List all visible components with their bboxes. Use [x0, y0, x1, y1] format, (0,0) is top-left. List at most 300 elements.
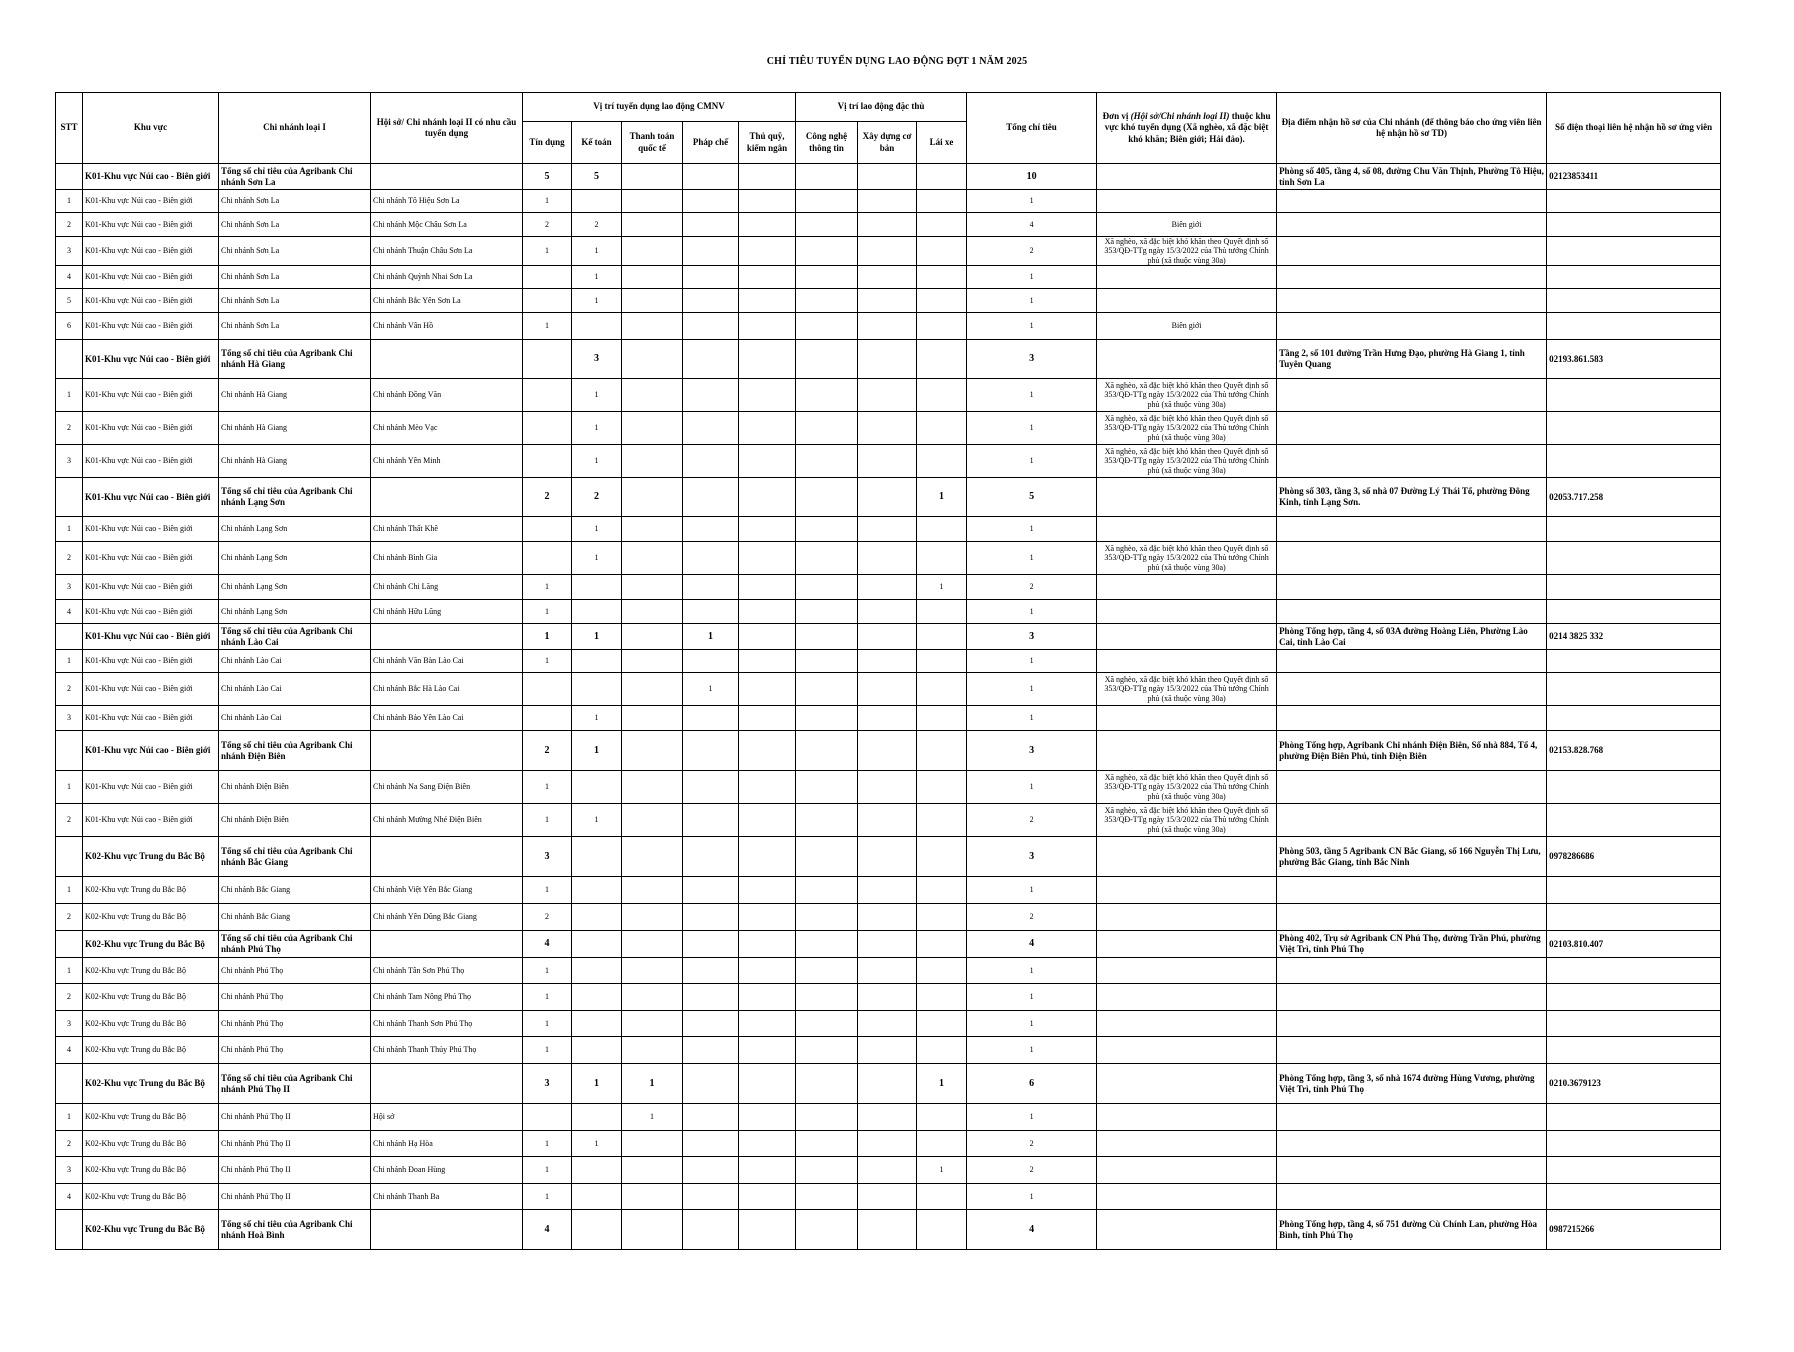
- cell-dia-diem: [1277, 1037, 1547, 1064]
- cell-thu-quy: [739, 445, 796, 478]
- cell-so-dien-thoai: [1547, 1157, 1721, 1184]
- cell-thu-quy: [739, 575, 796, 600]
- cell-dia-diem: [1277, 1184, 1547, 1210]
- cell-so-dien-thoai: [1547, 706, 1721, 731]
- cell-stt: [56, 340, 83, 379]
- cell-thu-quy: [739, 213, 796, 237]
- cell-lai-xe: [917, 164, 967, 190]
- cell-tong-chi-tieu: 2: [967, 237, 1097, 266]
- cell-so-dien-thoai: [1547, 1184, 1721, 1210]
- cell-hoi-so: [371, 624, 523, 650]
- cell-so-dien-thoai: [1547, 1131, 1721, 1157]
- header-group-cmnv: Vị trí tuyển dụng lao động CMNV: [523, 93, 796, 122]
- cell-tong-chi-tieu: 1: [967, 190, 1097, 213]
- cell-tin-dung: 1: [523, 877, 572, 904]
- cell-so-dien-thoai: 0210.3679123: [1547, 1064, 1721, 1104]
- cell-lai-xe: [917, 1037, 967, 1064]
- cell-phap-che: [683, 445, 739, 478]
- cell-thu-quy: [739, 1184, 796, 1210]
- cell-dia-diem: [1277, 650, 1547, 673]
- cell-khu-vuc: K02-Khu vực Trung du Bắc Bộ: [83, 1131, 219, 1157]
- cell-dia-diem: Phòng 503, tầng 5 Agribank CN Bắc Giang, số 166 Nguyễn Thị Lưu, phường Bắc Giang, tỉnh Bắc Ninh: [1277, 837, 1547, 877]
- cell-chi-nhanh-loai-1: Chi nhánh Bắc Giang: [219, 904, 371, 931]
- cell-lai-xe: [917, 412, 967, 445]
- cell-cong-nghe-thong-tin: [796, 931, 858, 958]
- header-tong-chi-tieu: Tổng chỉ tiêu: [967, 93, 1097, 164]
- cell-tong-chi-tieu: 1: [967, 706, 1097, 731]
- cell-tong-chi-tieu: 2: [967, 1131, 1097, 1157]
- cell-cong-nghe-thong-tin: [796, 984, 858, 1011]
- cell-thu-quy: [739, 379, 796, 412]
- cell-stt: [56, 731, 83, 771]
- cell-thanh-toan-quoc-te: [622, 984, 683, 1011]
- cell-so-dien-thoai: [1547, 237, 1721, 266]
- cell-lai-xe: [917, 213, 967, 237]
- cell-tin-dung: 2: [523, 213, 572, 237]
- cell-cong-nghe-thong-tin: [796, 313, 858, 340]
- cell-stt: 2: [56, 904, 83, 931]
- cell-thanh-toan-quoc-te: [622, 650, 683, 673]
- cell-dia-diem: Phòng số 405, tầng 4, số 08, đường Chu Văn Thịnh, Phường Tô Hiệu, tỉnh Sơn La: [1277, 164, 1547, 190]
- cell-phap-che: [683, 1104, 739, 1131]
- cell-xay-dung-co-ban: [858, 837, 917, 877]
- cell-chi-nhanh-loai-1: Chi nhánh Lạng Sơn: [219, 575, 371, 600]
- cell-khu-vuc: K02-Khu vực Trung du Bắc Bộ: [83, 1104, 219, 1131]
- table-row: [56, 412, 1721, 445]
- cell-khu-vuc: K01-Khu vực Núi cao - Biên giới: [83, 237, 219, 266]
- cell-tin-dung: [523, 517, 572, 542]
- cell-cong-nghe-thong-tin: [796, 706, 858, 731]
- cell-cong-nghe-thong-tin: [796, 958, 858, 984]
- cell-stt: [56, 931, 83, 958]
- table-row: [56, 650, 1721, 673]
- cell-khu-vuc: K01-Khu vực Núi cao - Biên giới: [83, 673, 219, 706]
- cell-thanh-toan-quoc-te: 1: [622, 1064, 683, 1104]
- cell-thanh-toan-quoc-te: [622, 771, 683, 804]
- cell-khu-vuc: K01-Khu vực Núi cao - Biên giới: [83, 542, 219, 575]
- cell-dia-diem: [1277, 379, 1547, 412]
- cell-tin-dung: 4: [523, 1210, 572, 1250]
- cell-khu-vuc: K01-Khu vực Núi cao - Biên giới: [83, 213, 219, 237]
- cell-chi-nhanh-loai-1: Tổng số chỉ tiêu của Agribank Chi nhánh Điện Biên: [219, 731, 371, 771]
- cell-xay-dung-co-ban: [858, 517, 917, 542]
- cell-lai-xe: [917, 837, 967, 877]
- cell-so-dien-thoai: [1547, 213, 1721, 237]
- cell-thanh-toan-quoc-te: [622, 958, 683, 984]
- cell-thu-quy: [739, 237, 796, 266]
- cell-tong-chi-tieu: 1: [967, 289, 1097, 313]
- cell-phap-che: [683, 237, 739, 266]
- cell-ke-toan: [572, 837, 622, 877]
- cell-cong-nghe-thong-tin: [796, 379, 858, 412]
- cell-lai-xe: [917, 237, 967, 266]
- cell-tong-chi-tieu: 1: [967, 445, 1097, 478]
- cell-thanh-toan-quoc-te: [622, 478, 683, 517]
- cell-cong-nghe-thong-tin: [796, 1157, 858, 1184]
- cell-cong-nghe-thong-tin: [796, 904, 858, 931]
- cell-tin-dung: 5: [523, 164, 572, 190]
- cell-cong-nghe-thong-tin: [796, 1011, 858, 1037]
- cell-cong-nghe-thong-tin: [796, 1131, 858, 1157]
- cell-xay-dung-co-ban: [858, 731, 917, 771]
- cell-tin-dung: 1: [523, 624, 572, 650]
- cell-hoi-so: Chi nhánh Mường Nhé Điện Biên: [371, 804, 523, 837]
- cell-dia-diem: [1277, 190, 1547, 213]
- cell-chi-nhanh-loai-1: Chi nhánh Phú Thọ: [219, 958, 371, 984]
- cell-thu-quy: [739, 731, 796, 771]
- table-row: [56, 542, 1721, 575]
- cell-thanh-toan-quoc-te: [622, 517, 683, 542]
- cell-hoi-so: Chi nhánh Việt Yên Bắc Giang: [371, 877, 523, 904]
- cell-hoi-so: Chi nhánh Mộc Châu Sơn La: [371, 213, 523, 237]
- cell-tong-chi-tieu: 6: [967, 1064, 1097, 1104]
- cell-tong-chi-tieu: 3: [967, 731, 1097, 771]
- branch-summary-row: [56, 1064, 1721, 1104]
- cell-stt: 1: [56, 958, 83, 984]
- cell-thanh-toan-quoc-te: [622, 1037, 683, 1064]
- cell-chi-nhanh-loai-1: Chi nhánh Hà Giang: [219, 379, 371, 412]
- header-ke-toan: Kế toán: [572, 122, 622, 164]
- cell-tin-dung: [523, 706, 572, 731]
- header-thanh-toan-quoc-te: Thanh toán quốc tế: [622, 122, 683, 164]
- cell-hoi-so: Hội sở: [371, 1104, 523, 1131]
- cell-tong-chi-tieu: 1: [967, 1037, 1097, 1064]
- cell-xay-dung-co-ban: [858, 931, 917, 958]
- cell-lai-xe: [917, 445, 967, 478]
- cell-chi-nhanh-loai-1: Chi nhánh Bắc Giang: [219, 877, 371, 904]
- cell-don-vi-kho-tuyen: [1097, 600, 1277, 624]
- cell-cong-nghe-thong-tin: [796, 771, 858, 804]
- cell-thu-quy: [739, 289, 796, 313]
- cell-cong-nghe-thong-tin: [796, 1184, 858, 1210]
- cell-phap-che: [683, 213, 739, 237]
- header-phap-che: Pháp chế: [683, 122, 739, 164]
- cell-dia-diem: [1277, 1011, 1547, 1037]
- table-row: [56, 673, 1721, 706]
- cell-xay-dung-co-ban: [858, 478, 917, 517]
- cell-stt: 2: [56, 542, 83, 575]
- cell-phap-che: [683, 771, 739, 804]
- cell-thu-quy: [739, 1064, 796, 1104]
- cell-tin-dung: [523, 379, 572, 412]
- cell-xay-dung-co-ban: [858, 650, 917, 673]
- cell-tong-chi-tieu: 1: [967, 673, 1097, 706]
- cell-chi-nhanh-loai-1: Chi nhánh Lạng Sơn: [219, 517, 371, 542]
- cell-don-vi-kho-tuyen: [1097, 1011, 1277, 1037]
- cell-phap-che: [683, 575, 739, 600]
- cell-phap-che: [683, 340, 739, 379]
- cell-hoi-so: [371, 837, 523, 877]
- cell-hoi-so: Chi nhánh Đoan Hùng: [371, 1157, 523, 1184]
- cell-phap-che: [683, 837, 739, 877]
- cell-thu-quy: [739, 771, 796, 804]
- cell-lai-xe: [917, 340, 967, 379]
- cell-chi-nhanh-loai-1: Chi nhánh Phú Thọ: [219, 1037, 371, 1064]
- table-row: [56, 445, 1721, 478]
- cell-so-dien-thoai: [1547, 266, 1721, 289]
- cell-so-dien-thoai: 0987215266: [1547, 1210, 1721, 1250]
- cell-xay-dung-co-ban: [858, 1131, 917, 1157]
- cell-so-dien-thoai: [1547, 542, 1721, 575]
- header-don-vi-kho-tuyen: [1097, 93, 1277, 164]
- cell-cong-nghe-thong-tin: [796, 673, 858, 706]
- cell-thu-quy: [739, 650, 796, 673]
- table-row: [56, 904, 1721, 931]
- cell-thu-quy: [739, 600, 796, 624]
- cell-lai-xe: [917, 379, 967, 412]
- cell-don-vi-kho-tuyen: Xã nghèo, xã đặc biệt khó khăn theo Quyết định số 353/QĐ-TTg ngày 15/3/2022 của Thủ tướng Chính phủ (xã thuộc vùng 30a): [1097, 237, 1277, 266]
- cell-chi-nhanh-loai-1: Chi nhánh Phú Thọ: [219, 1011, 371, 1037]
- cell-cong-nghe-thong-tin: [796, 731, 858, 771]
- cell-cong-nghe-thong-tin: [796, 164, 858, 190]
- cell-phap-che: [683, 1184, 739, 1210]
- cell-lai-xe: 1: [917, 1064, 967, 1104]
- cell-so-dien-thoai: 02153.828.768: [1547, 731, 1721, 771]
- cell-tong-chi-tieu: 3: [967, 624, 1097, 650]
- cell-so-dien-thoai: [1547, 984, 1721, 1011]
- cell-dia-diem: [1277, 904, 1547, 931]
- cell-thanh-toan-quoc-te: [622, 877, 683, 904]
- cell-phap-che: [683, 379, 739, 412]
- cell-phap-che: [683, 517, 739, 542]
- cell-don-vi-kho-tuyen: [1097, 984, 1277, 1011]
- cell-don-vi-kho-tuyen: Xã nghèo, xã đặc biệt khó khăn theo Quyết định số 353/QĐ-TTg ngày 15/3/2022 của Thủ tướng Chính phủ (xã thuộc vùng 30a): [1097, 771, 1277, 804]
- cell-dia-diem: Phòng Tổng hợp, Agribank Chi nhánh Điện Biên, Số nhà 884, Tổ 4, phường Điện Biên Phủ, tỉnh Điện Biên: [1277, 731, 1547, 771]
- cell-don-vi-kho-tuyen: [1097, 478, 1277, 517]
- cell-hoi-so: [371, 1064, 523, 1104]
- cell-don-vi-kho-tuyen: Xã nghèo, xã đặc biệt khó khăn theo Quyết định số 353/QĐ-TTg ngày 15/3/2022 của Thủ tướng Chính phủ (xã thuộc vùng 30a): [1097, 542, 1277, 575]
- cell-thu-quy: [739, 542, 796, 575]
- cell-tong-chi-tieu: 3: [967, 340, 1097, 379]
- cell-dia-diem: [1277, 289, 1547, 313]
- cell-chi-nhanh-loai-1: Chi nhánh Sơn La: [219, 237, 371, 266]
- cell-dia-diem: [1277, 237, 1547, 266]
- cell-cong-nghe-thong-tin: [796, 575, 858, 600]
- table-body: [56, 164, 1721, 1250]
- cell-cong-nghe-thong-tin: [796, 1210, 858, 1250]
- cell-dia-diem: Phòng Tổng hợp, tầng 4, số 751 đường Cù Chính Lan, phường Hòa Bình, tỉnh Phú Thọ: [1277, 1210, 1547, 1250]
- cell-stt: 5: [56, 289, 83, 313]
- header-don-vi-part-c: thuộc khu vực khó tuyển dụng (Xã nghèo, xã đặc biệt khó khăn; Biên giới; Hải đảo).: [1104, 111, 1271, 144]
- table-row: [56, 190, 1721, 213]
- cell-khu-vuc: K01-Khu vực Núi cao - Biên giới: [83, 575, 219, 600]
- cell-khu-vuc: K01-Khu vực Núi cao - Biên giới: [83, 771, 219, 804]
- cell-hoi-so: Chi nhánh Đồng Văn: [371, 379, 523, 412]
- cell-xay-dung-co-ban: [858, 289, 917, 313]
- cell-cong-nghe-thong-tin: [796, 624, 858, 650]
- cell-thanh-toan-quoc-te: [622, 412, 683, 445]
- table-row: [56, 575, 1721, 600]
- cell-khu-vuc: K02-Khu vực Trung du Bắc Bộ: [83, 877, 219, 904]
- cell-cong-nghe-thong-tin: [796, 837, 858, 877]
- cell-cong-nghe-thong-tin: [796, 877, 858, 904]
- header-hoi-so: Hội sở/ Chi nhánh loại II có nhu cầu tuyển dụng: [371, 93, 523, 164]
- cell-tin-dung: 1: [523, 1011, 572, 1037]
- cell-cong-nghe-thong-tin: [796, 804, 858, 837]
- cell-lai-xe: [917, 517, 967, 542]
- cell-hoi-so: [371, 931, 523, 958]
- cell-thanh-toan-quoc-te: [622, 837, 683, 877]
- cell-don-vi-kho-tuyen: [1097, 164, 1277, 190]
- cell-tong-chi-tieu: 4: [967, 1210, 1097, 1250]
- cell-phap-che: [683, 1131, 739, 1157]
- cell-ke-toan: [572, 1037, 622, 1064]
- cell-don-vi-kho-tuyen: [1097, 517, 1277, 542]
- cell-phap-che: [683, 958, 739, 984]
- cell-stt: [56, 624, 83, 650]
- cell-hoi-so: Chi nhánh Thanh Thủy Phú Thọ: [371, 1037, 523, 1064]
- cell-hoi-so: Chi nhánh Tân Sơn Phú Thọ: [371, 958, 523, 984]
- cell-lai-xe: [917, 731, 967, 771]
- cell-lai-xe: [917, 706, 967, 731]
- cell-so-dien-thoai: [1547, 600, 1721, 624]
- cell-thu-quy: [739, 837, 796, 877]
- branch-summary-row: [56, 164, 1721, 190]
- cell-khu-vuc: K02-Khu vực Trung du Bắc Bộ: [83, 984, 219, 1011]
- cell-tong-chi-tieu: 1: [967, 313, 1097, 340]
- cell-ke-toan: [572, 877, 622, 904]
- cell-phap-che: [683, 1037, 739, 1064]
- cell-thu-quy: [739, 984, 796, 1011]
- cell-khu-vuc: K02-Khu vực Trung du Bắc Bộ: [83, 1011, 219, 1037]
- cell-tong-chi-tieu: 1: [967, 517, 1097, 542]
- cell-chi-nhanh-loai-1: Tổng số chỉ tiêu của Agribank Chi nhánh Phú Thọ II: [219, 1064, 371, 1104]
- cell-stt: 3: [56, 1157, 83, 1184]
- cell-cong-nghe-thong-tin: [796, 1104, 858, 1131]
- cell-don-vi-kho-tuyen: Xã nghèo, xã đặc biệt khó khăn theo Quyết định số 353/QĐ-TTg ngày 15/3/2022 của Thủ tướng Chính phủ (xã thuộc vùng 30a): [1097, 445, 1277, 478]
- cell-tin-dung: 1: [523, 984, 572, 1011]
- cell-stt: 1: [56, 379, 83, 412]
- cell-dia-diem: [1277, 600, 1547, 624]
- table-row: [56, 706, 1721, 731]
- cell-tong-chi-tieu: 2: [967, 575, 1097, 600]
- cell-don-vi-kho-tuyen: [1097, 1184, 1277, 1210]
- cell-xay-dung-co-ban: [858, 213, 917, 237]
- cell-don-vi-kho-tuyen: Xã nghèo, xã đặc biệt khó khăn theo Quyết định số 353/QĐ-TTg ngày 15/3/2022 của Thủ tướng Chính phủ (xã thuộc vùng 30a): [1097, 804, 1277, 837]
- cell-tong-chi-tieu: 2: [967, 804, 1097, 837]
- cell-khu-vuc: K01-Khu vực Núi cao - Biên giới: [83, 313, 219, 340]
- cell-xay-dung-co-ban: [858, 190, 917, 213]
- cell-phap-che: [683, 1011, 739, 1037]
- cell-dia-diem: [1277, 575, 1547, 600]
- cell-khu-vuc: K02-Khu vực Trung du Bắc Bộ: [83, 1157, 219, 1184]
- header-thu-quy: Thủ quỹ, kiểm ngân: [739, 122, 796, 164]
- cell-khu-vuc: K02-Khu vực Trung du Bắc Bộ: [83, 904, 219, 931]
- header-don-vi-part-a: Đơn vị: [1102, 111, 1131, 122]
- cell-cong-nghe-thong-tin: [796, 190, 858, 213]
- cell-thu-quy: [739, 1104, 796, 1131]
- cell-dia-diem: [1277, 213, 1547, 237]
- cell-khu-vuc: K01-Khu vực Núi cao - Biên giới: [83, 412, 219, 445]
- cell-phap-che: [683, 650, 739, 673]
- cell-khu-vuc: K01-Khu vực Núi cao - Biên giới: [83, 804, 219, 837]
- cell-thu-quy: [739, 804, 796, 837]
- cell-khu-vuc: K01-Khu vực Núi cao - Biên giới: [83, 340, 219, 379]
- cell-stt: 3: [56, 1011, 83, 1037]
- cell-don-vi-kho-tuyen: [1097, 650, 1277, 673]
- cell-xay-dung-co-ban: [858, 600, 917, 624]
- cell-ke-toan: [572, 650, 622, 673]
- table-row: [56, 984, 1721, 1011]
- cell-khu-vuc: K01-Khu vực Núi cao - Biên giới: [83, 445, 219, 478]
- cell-ke-toan: 1: [572, 1064, 622, 1104]
- cell-don-vi-kho-tuyen: Biên giới: [1097, 313, 1277, 340]
- cell-chi-nhanh-loai-1: Chi nhánh Phú Thọ II: [219, 1104, 371, 1131]
- cell-so-dien-thoai: [1547, 379, 1721, 412]
- cell-hoi-so: Chi nhánh Thất Khê: [371, 517, 523, 542]
- cell-don-vi-kho-tuyen: Xã nghèo, xã đặc biệt khó khăn theo Quyết định số 353/QĐ-TTg ngày 15/3/2022 của Thủ tướng Chính phủ (xã thuộc vùng 30a): [1097, 412, 1277, 445]
- cell-so-dien-thoai: [1547, 673, 1721, 706]
- cell-cong-nghe-thong-tin: [796, 1037, 858, 1064]
- cell-thanh-toan-quoc-te: [622, 379, 683, 412]
- cell-so-dien-thoai: [1547, 1037, 1721, 1064]
- cell-xay-dung-co-ban: [858, 1184, 917, 1210]
- cell-phap-che: [683, 412, 739, 445]
- cell-ke-toan: [572, 600, 622, 624]
- cell-lai-xe: [917, 958, 967, 984]
- cell-phap-che: [683, 600, 739, 624]
- cell-hoi-so: Chi nhánh Văn Bàn Lào Cai: [371, 650, 523, 673]
- cell-stt: 2: [56, 412, 83, 445]
- cell-phap-che: [683, 877, 739, 904]
- cell-thu-quy: [739, 1131, 796, 1157]
- cell-tin-dung: 1: [523, 237, 572, 266]
- cell-tin-dung: 1: [523, 1157, 572, 1184]
- cell-ke-toan: 1: [572, 289, 622, 313]
- cell-ke-toan: 1: [572, 266, 622, 289]
- cell-hoi-so: Chi nhánh Thanh Ba: [371, 1184, 523, 1210]
- table-row: [56, 1184, 1721, 1210]
- branch-summary-row: [56, 340, 1721, 379]
- cell-dia-diem: [1277, 517, 1547, 542]
- cell-lai-xe: [917, 931, 967, 958]
- cell-ke-toan: [572, 904, 622, 931]
- cell-ke-toan: 1: [572, 517, 622, 542]
- cell-khu-vuc: K01-Khu vực Núi cao - Biên giới: [83, 289, 219, 313]
- cell-ke-toan: [572, 958, 622, 984]
- cell-ke-toan: [572, 931, 622, 958]
- cell-don-vi-kho-tuyen: Xã nghèo, xã đặc biệt khó khăn theo Quyết định số 353/QĐ-TTg ngày 15/3/2022 của Thủ tướng Chính phủ (xã thuộc vùng 30a): [1097, 673, 1277, 706]
- cell-hoi-so: Chi nhánh Vân Hồ: [371, 313, 523, 340]
- cell-dia-diem: [1277, 877, 1547, 904]
- cell-tin-dung: 2: [523, 904, 572, 931]
- cell-stt: 3: [56, 575, 83, 600]
- branch-summary-row: [56, 478, 1721, 517]
- cell-tong-chi-tieu: 1: [967, 984, 1097, 1011]
- cell-don-vi-kho-tuyen: [1097, 904, 1277, 931]
- cell-thu-quy: [739, 1157, 796, 1184]
- cell-chi-nhanh-loai-1: Chi nhánh Sơn La: [219, 313, 371, 340]
- cell-chi-nhanh-loai-1: Tổng số chỉ tiêu của Agribank Chi nhánh Sơn La: [219, 164, 371, 190]
- cell-cong-nghe-thong-tin: [796, 213, 858, 237]
- cell-tong-chi-tieu: 4: [967, 213, 1097, 237]
- cell-phap-che: 1: [683, 624, 739, 650]
- cell-tin-dung: 4: [523, 931, 572, 958]
- table-row: [56, 213, 1721, 237]
- cell-chi-nhanh-loai-1: Chi nhánh Hà Giang: [219, 412, 371, 445]
- cell-stt: 4: [56, 1037, 83, 1064]
- cell-so-dien-thoai: 02053.717.258: [1547, 478, 1721, 517]
- cell-khu-vuc: K02-Khu vực Trung du Bắc Bộ: [83, 1210, 219, 1250]
- cell-tin-dung: [523, 412, 572, 445]
- cell-so-dien-thoai: [1547, 313, 1721, 340]
- cell-hoi-so: [371, 1210, 523, 1250]
- cell-thu-quy: [739, 313, 796, 340]
- cell-phap-che: [683, 984, 739, 1011]
- cell-hoi-so: Chi nhánh Yên Dũng Bắc Giang: [371, 904, 523, 931]
- cell-khu-vuc: K01-Khu vực Núi cao - Biên giới: [83, 600, 219, 624]
- header-lai-xe: Lái xe: [917, 122, 967, 164]
